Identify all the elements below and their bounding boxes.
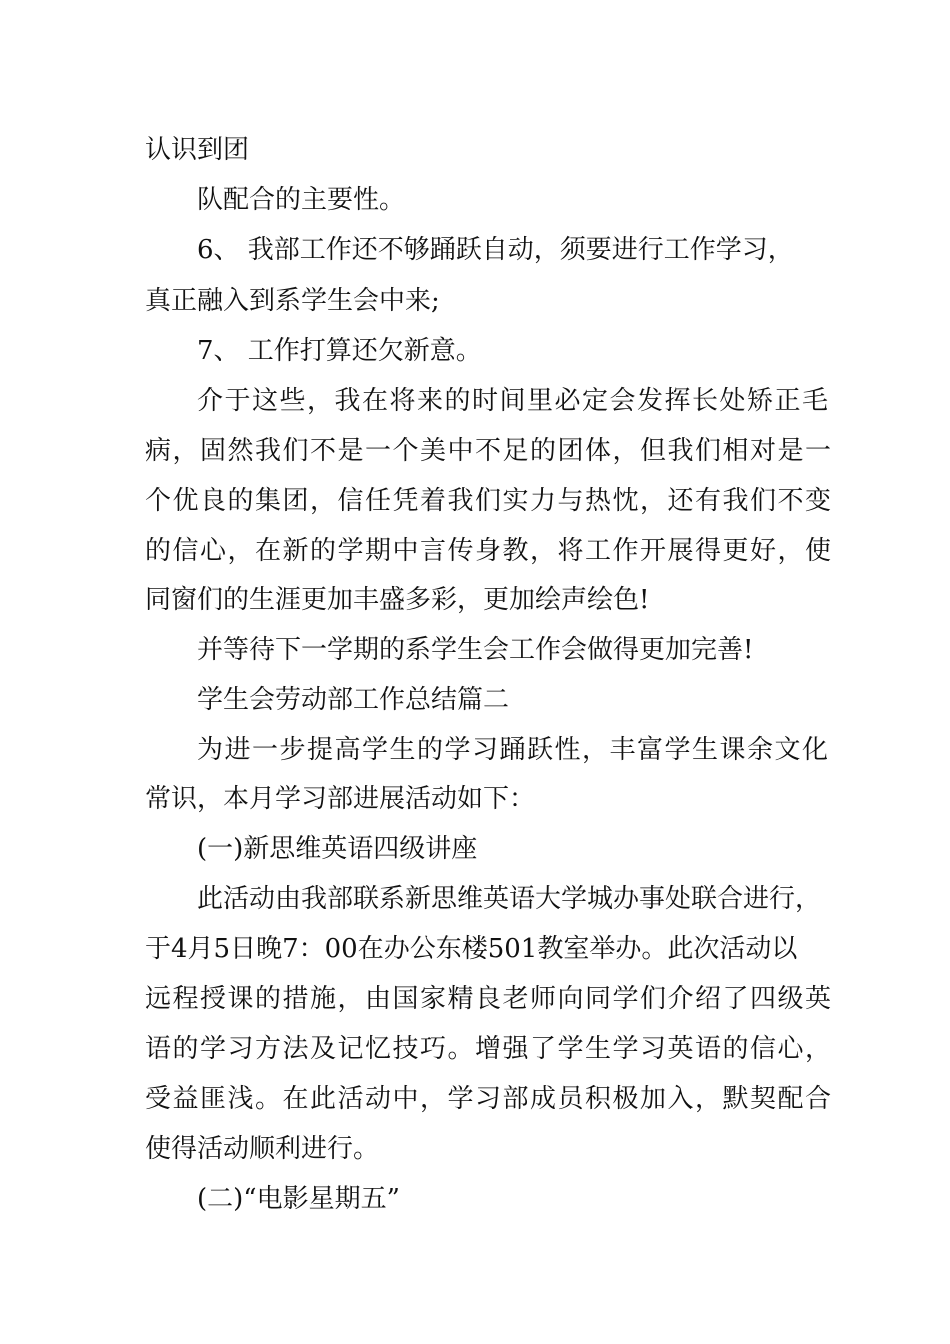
list-item-6-line: 6、 我部工作还不够踊跃自动，须要进行工作学习， — [197, 235, 794, 265]
section-heading: 学生会劳动部工作总结篇二 — [197, 685, 510, 715]
text-line: 认识到团 — [145, 135, 250, 165]
paragraph-line: 此活动由我部联系新思维英语大学城办事处联合进行， — [197, 884, 822, 914]
paragraph-line: 同窗们的生涯更加丰盛多彩，更加绘声绘色! — [145, 585, 650, 615]
paragraph-line: 并等待下一学期的系学生会工作会做得更加完善! — [197, 635, 754, 665]
paragraph-line: 远程授课的措施，由国家精良老师向同学们介绍了四级英 — [145, 984, 833, 1014]
paragraph-line: 个优良的集团，信任凭着我们实力与热忱，还有我们不变 — [145, 486, 833, 516]
text-line: 真正融入到系学生会中来; — [145, 286, 440, 316]
list-item-7-line: 7、 工作打算还欠新意。 — [197, 336, 482, 366]
paragraph-line: 病，固然我们不是一个美中不足的团体，但我们相对是一 — [145, 436, 833, 466]
paragraph-line: 的信心，在新的学期中言传身教，将工作开展得更好，使 — [145, 536, 833, 566]
paragraph-line: 受益匪浅。在此活动中，学习部成员积极加入，默契配合 — [145, 1084, 833, 1114]
paragraph-line: 语的学习方法及记忆技巧。增强了学生学习英语的信心， — [145, 1034, 833, 1064]
paragraph-line: 于4月5日晚7：00在办公东楼501教室举办。此次活动以 — [145, 934, 798, 964]
paragraph-line: 使得活动顺利进行。 — [145, 1134, 380, 1164]
subsection-heading: (一)新思维英语四级讲座 — [197, 834, 478, 864]
paragraph-line: 为进一步提高学生的学习踊跃性，丰富学生课余文化 — [197, 735, 830, 765]
paragraph-line: 介于这些，我在将来的时间里必定会发挥长处矫正毛 — [197, 386, 830, 416]
text-line: 队配合的主要性。 — [197, 185, 406, 215]
subsection-heading: (二)“电影星期五” — [197, 1184, 400, 1214]
paragraph-line: 常识，本月学习部进展活动如下： — [145, 784, 536, 814]
